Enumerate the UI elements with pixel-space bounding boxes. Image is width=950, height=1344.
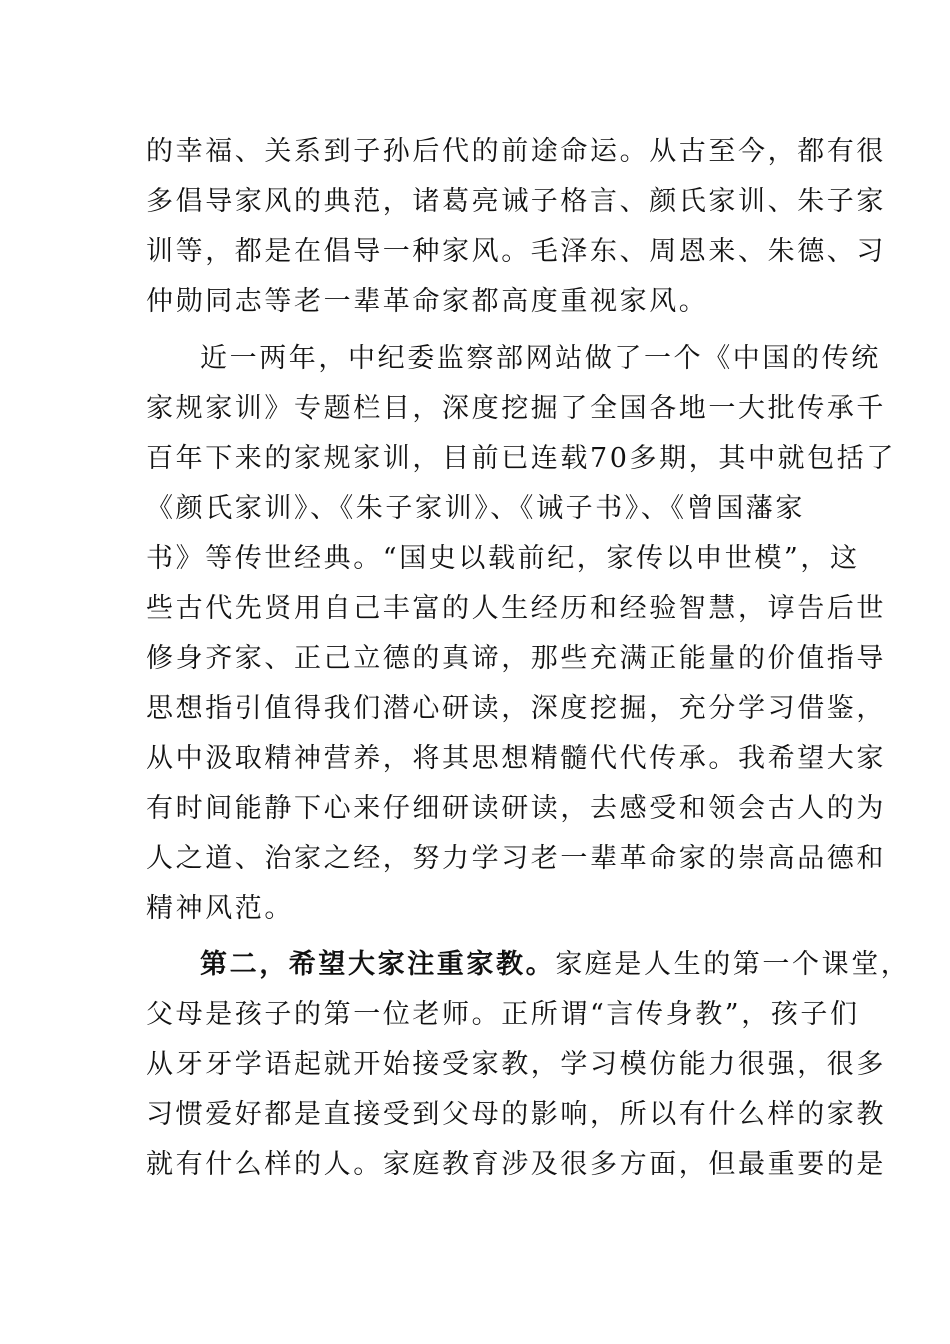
p2-line-10: 有时间能静下心来仔细研读研读，去感受和领会古人的为 — [146, 793, 886, 824]
p2-line-3: 百年下来的家规家训，目前已连载70多期，其中就包括了 — [146, 443, 896, 474]
p2-line-4: 《颜氏家训》、《朱子家训》、《诫子书》、《曾国藩家 — [146, 493, 805, 524]
p1-line-3: 训等，都是在倡导一种家风。毛泽东、周恩来、朱德、习 — [146, 236, 886, 267]
p2-line-11: 人之道、治家之经，努力学习老一辈革命家的崇高品德和 — [146, 843, 886, 874]
p3-line-2: 父母是孩子的第一位老师。正所谓“言传身教”，孩子们 — [146, 999, 860, 1030]
p1-line-1: 的幸福、关系到子孙后代的前途命运。从古至今，都有很 — [146, 136, 886, 167]
p3-line-4: 习惯爱好都是直接受到父母的影响，所以有什么样的家教 — [146, 1099, 886, 1130]
p1-line-2: 多倡导家风的典范，诸葛亮诫子格言、颜氏家训、朱子家 — [146, 186, 886, 217]
p2-line-8: 思想指引值得我们潜心研读，深度挖掘，充分学习借鉴， — [146, 693, 886, 724]
p2-line-9: 从中汲取精神营养，将其思想精髓代代传承。我希望大家 — [146, 743, 886, 774]
p3-line-1-rest: 家庭是人生的第一个课堂， — [555, 949, 911, 980]
p3-line-1 — [200, 948, 910, 982]
p2-line-7: 修身齐家、正己立德的真谛，那些充满正能量的价值指导 — [146, 643, 886, 674]
p2-line-1: 近一两年，中纪委监察部网站做了一个《中国的传统 — [200, 343, 881, 374]
p3-heading: 第二，希望大家注重家教。 — [200, 949, 556, 980]
p3-line-3: 从牙牙学语起就开始接受家教，学习模仿能力很强，很多 — [146, 1049, 886, 1080]
p2-line-6: 些古代先贤用自己丰富的人生经历和经验智慧，谆告后世 — [146, 593, 886, 624]
p1-line-4: 仲勋同志等老一辈革命家都高度重视家风。 — [146, 286, 709, 317]
p2-line-5: 书》等传世经典。“国史以载前纪，家传以申世模”，这 — [146, 543, 860, 574]
p2-line-12: 精神风范。 — [146, 893, 294, 924]
p2-line-2: 家规家训》专题栏目，深度挖掘了全国各地一大批传承千 — [146, 393, 886, 424]
p3-line-5: 就有什么样的人。家庭教育涉及很多方面，但最重要的是 — [146, 1149, 886, 1180]
